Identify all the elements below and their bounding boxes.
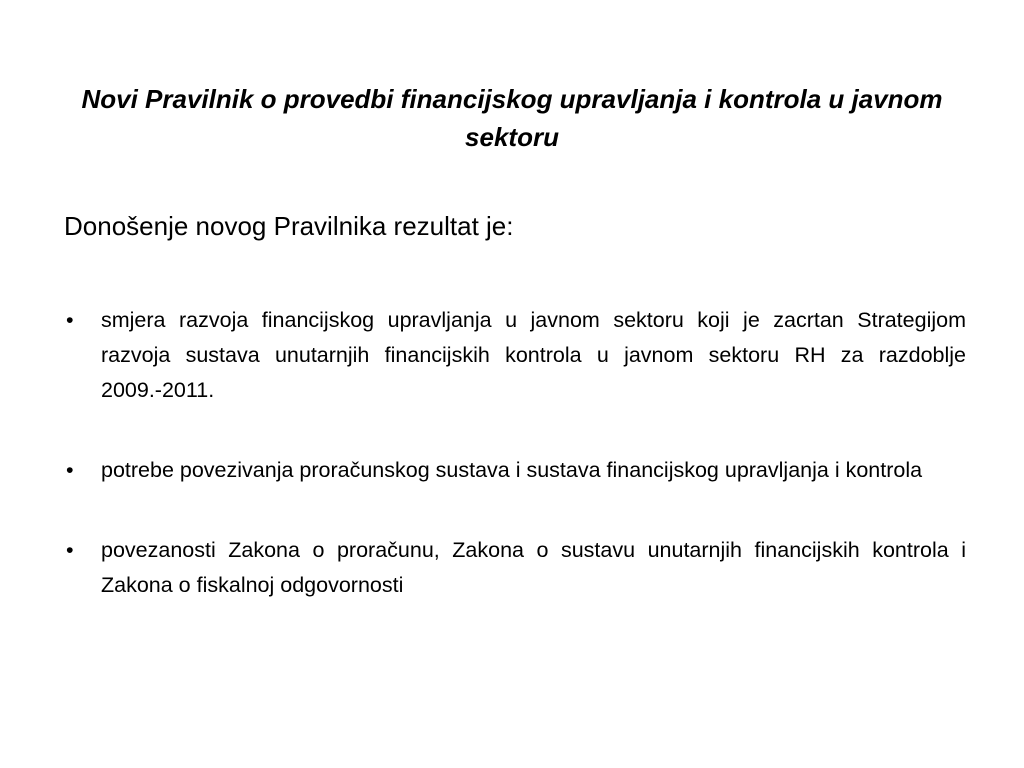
bullet-icon: • <box>66 308 74 332</box>
slide-title: Novi Pravilnik o provedbi financijskog upravljanja i kontrola u javnom sektoru <box>81 84 943 152</box>
bullet-text: potrebe povezivanja proračunskog sustava i sustava financijskog upravljanja i kontrola <box>101 458 923 482</box>
intro-text: Donošenje novog Pravilnika rezultat je: <box>64 211 514 241</box>
bullet-item-2 <box>64 453 966 488</box>
bullet-item-3 <box>64 533 966 603</box>
bullet-icon: • <box>66 458 74 482</box>
bullet-item-1 <box>64 303 966 408</box>
bullet-icon: • <box>66 538 74 562</box>
bullet-text: povezanosti Zakona o proračunu, Zakona o sustavu unutarnjih financijskih kontrola i Zakona o fiskalnoj odgovornosti <box>101 538 966 597</box>
bullet-list <box>64 303 966 648</box>
bullet-text: smjera razvoja financijskog upravljanja u javnom sektoru koji je zacrtan Strategijom razvoja sustava unutarnjih financijskih kontrola u javnom sektoru RH za razdoblje 2009.-2011. <box>101 308 966 402</box>
